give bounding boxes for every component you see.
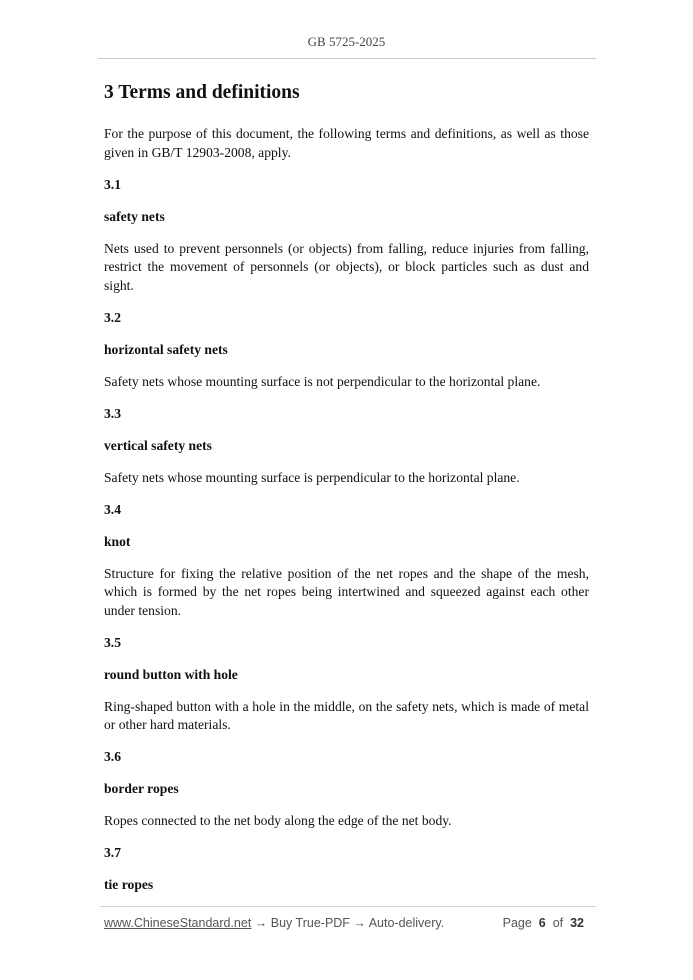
term-definition: Structure for fixing the relative position of the net ropes and the shape of the mesh, which is formed by the net ropes being intertwined and squeezed against each other under tension.	[104, 565, 589, 618]
term-number: 3.3	[104, 405, 121, 421]
website-link[interactable]: www.ChineseStandard.net	[104, 916, 252, 930]
term-number: 3.6	[104, 749, 121, 764]
term-definition: Safety nets whose mounting surface is perpendicular to the horizontal plane.	[104, 469, 520, 485]
page-indicator	[503, 916, 584, 930]
footer-tagline: → Buy True-PDF → Auto-delivery.	[251, 916, 445, 930]
page-number: 6	[538, 916, 546, 930]
of-label: of	[552, 916, 564, 930]
page-content	[104, 81, 589, 908]
footer	[104, 916, 584, 930]
term-name: safety nets	[104, 208, 165, 224]
term-number: 3.2	[104, 309, 121, 325]
document-id-header: GB 5725-2025	[307, 34, 386, 49]
term-definition: Ring-shaped button with a hole in the middle, on the safety nets, which is made of metal or other hard materials.	[104, 698, 589, 732]
page-label: Page	[502, 916, 532, 930]
term-number: 3.4	[104, 501, 121, 517]
term-name: border ropes	[104, 781, 179, 796]
term-definition: Safety nets whose mounting surface is not perpendicular to the horizontal plane.	[104, 373, 541, 389]
section-title: 3 Terms and definitions	[104, 82, 300, 103]
page-total: 32	[570, 916, 584, 930]
term-name: knot	[104, 533, 131, 549]
term-number: 3.7	[104, 845, 121, 860]
header-divider	[98, 58, 596, 59]
term-number: 3.1	[104, 176, 121, 192]
term-name: vertical safety nets	[104, 437, 212, 453]
terms-list	[104, 176, 589, 895]
term-name: tie ropes	[104, 877, 154, 892]
footer-divider	[100, 906, 596, 907]
term-definition: Ropes connected to the net body along the edge of the net body.	[104, 813, 452, 828]
term-name: horizontal safety nets	[104, 341, 228, 357]
footer-promo	[104, 916, 444, 930]
term-name: round button with hole	[104, 666, 238, 682]
term-number: 3.5	[104, 634, 121, 650]
term-definition: Nets used to prevent personnels (or objects) from falling, reduce injuries from falling, restrict the movement of personnels (or objects), or block particles such as dust and sight.	[104, 240, 589, 293]
section-intro: For the purpose of this document, the following terms and definitions, as well as those given in GB/T 12903-2008, apply.	[104, 126, 589, 160]
